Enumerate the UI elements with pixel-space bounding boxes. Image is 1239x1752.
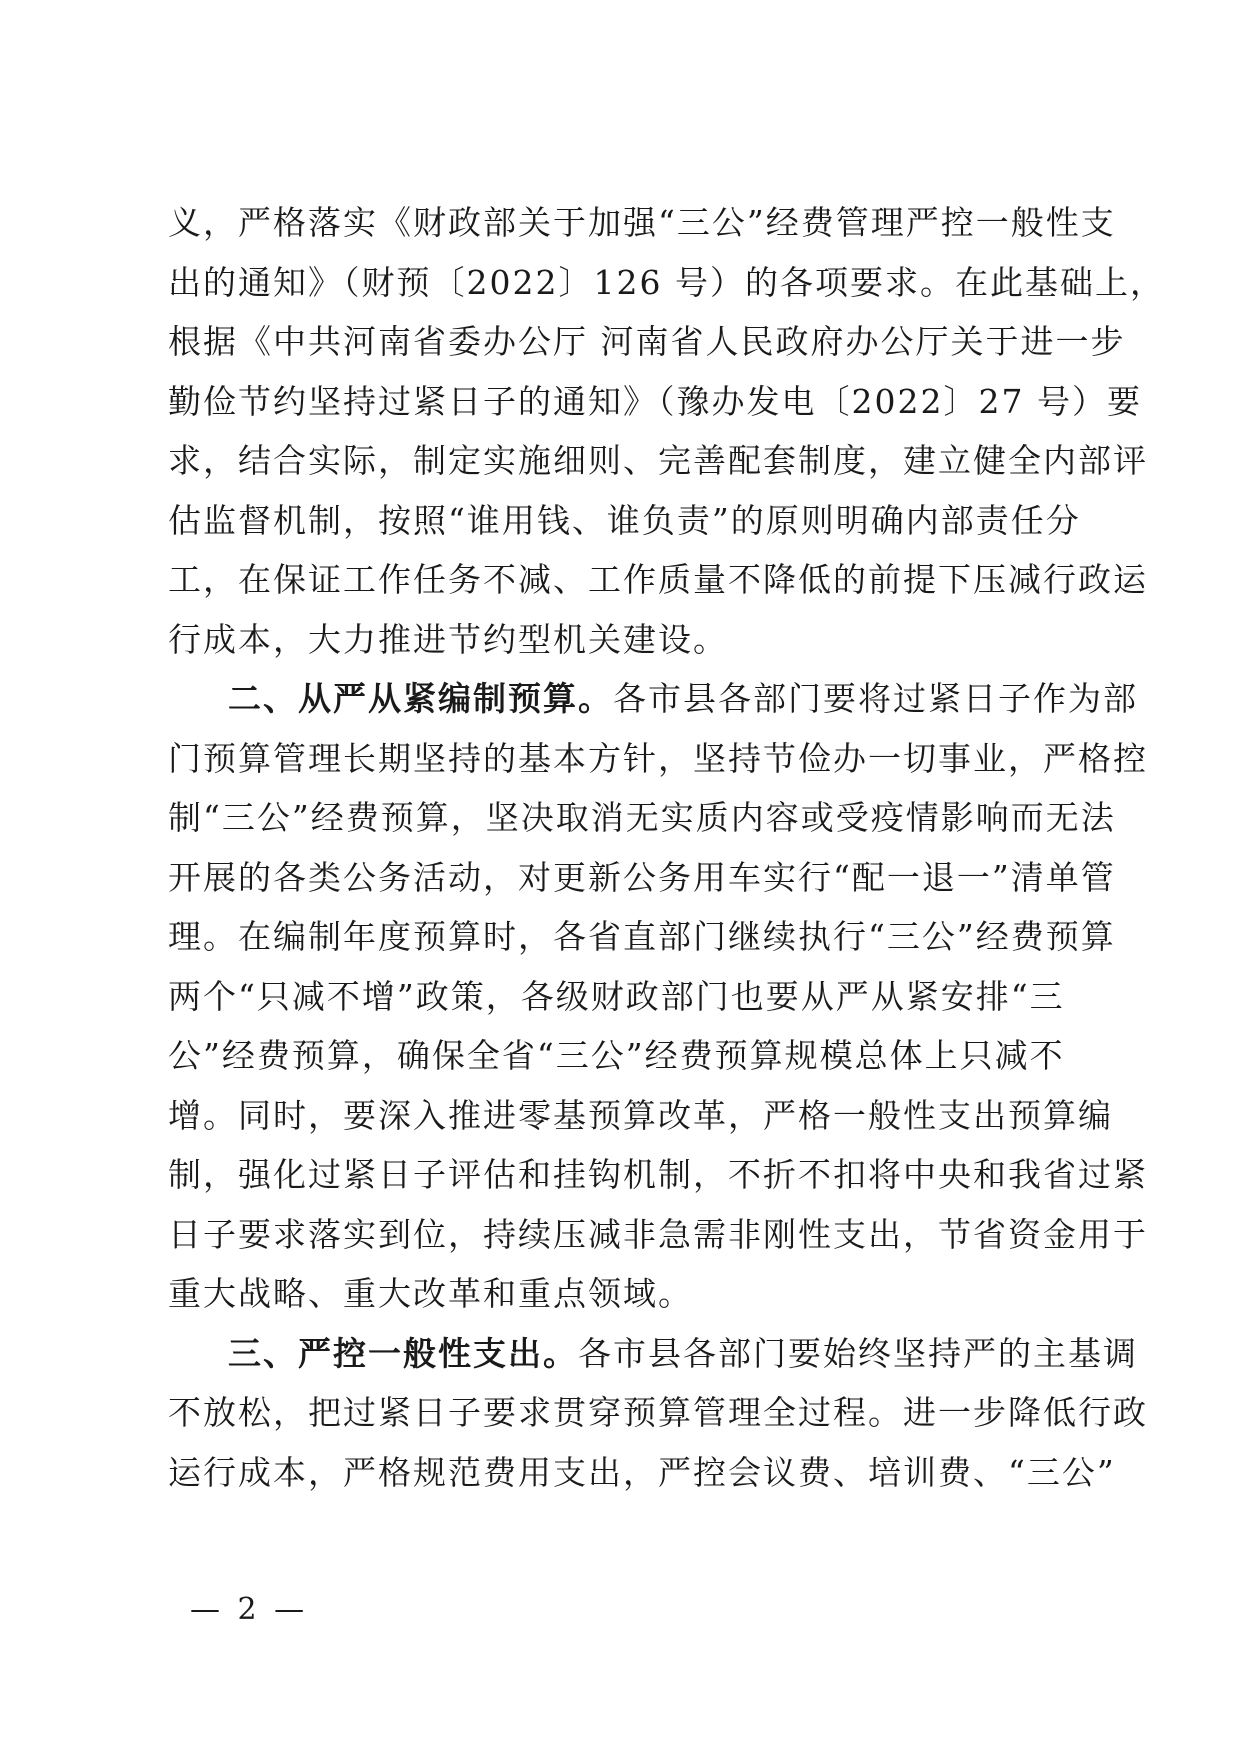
body-text-line: 勤俭节约坚持过紧日子的通知》（豫办发电〔2022〕27 号）要 [168, 382, 1142, 421]
body-text-line: 求，结合实际，制定实施细则、完善配套制度，建立健全内部评 [168, 441, 1148, 480]
section-3-first-line [228, 1330, 1138, 1378]
body-text-line: 门预算管理长期坚持的基本方针，坚持节俭办一切事业，严格控 [168, 739, 1148, 778]
body-text-line: 工，在保证工作任务不减、工作质量不降低的前提下压减行政运 [168, 560, 1148, 599]
page-number: — 2 — [190, 1592, 309, 1627]
body-text-line: 出的通知》（财预〔2022〕126 号）的各项要求。在此基础上， [168, 263, 1165, 302]
body-text-line: 理。在编制年度预算时，各省直部门继续执行“三公”经费预算 [168, 917, 1116, 956]
body-text-line: 增。同时，要深入推进零基预算改革，严格一般性支出预算编 [168, 1096, 1113, 1135]
body-text-line: 根据《中共河南省委办公厅 河南省人民政府办公厅关于进一步 [168, 322, 1126, 361]
section-3-text: 各市县各部门要始终坚持严的主基调 [578, 1334, 1138, 1373]
body-text-line: 制“三公”经费预算，坚决取消无实质内容或受疫情影响而无法 [168, 798, 1116, 837]
body-text-line: 公”经费预算，确保全省“三公”经费预算规模总体上只减不 [168, 1036, 1065, 1075]
body-text-line: 开展的各类公务活动，对更新公务用车实行“配一退一”清单管 [168, 858, 1116, 897]
body-text-line: 估监督机制，按照“谁用钱、谁负责”的原则明确内部责任分 [168, 501, 1081, 540]
body-text-line: 运行成本，严格规范费用支出，严控会议费、培训费、“三公” [168, 1453, 1116, 1492]
body-text-line: 不放松，把过紧日子要求贯穿预算管理全过程。进一步降低行政 [168, 1393, 1148, 1432]
section-2-heading: 二、从严从紧编制预算。 [228, 679, 613, 718]
body-text-line: 义，严格落实《财政部关于加强“三公”经费管理严控一般性支 [168, 203, 1116, 242]
section-2-first-line [228, 675, 1138, 723]
section-2-text: 各市县各部门要将过紧日子作为部 [613, 679, 1138, 718]
body-text-line: 行成本，大力推进节约型机关建设。 [168, 620, 728, 659]
body-text-line: 两个“只减不增”政策，各级财政部门也要从严从紧安排“三 [168, 977, 1065, 1016]
body-text-line: 重大战略、重大改革和重点领域。 [168, 1274, 693, 1313]
body-text-line: 日子要求落实到位，持续压减非急需非刚性支出，节省资金用于 [168, 1215, 1148, 1254]
body-text-line: 制，强化过紧日子评估和挂钩机制，不折不扣将中央和我省过紧 [168, 1155, 1148, 1194]
section-3-heading: 三、严控一般性支出。 [228, 1334, 578, 1373]
